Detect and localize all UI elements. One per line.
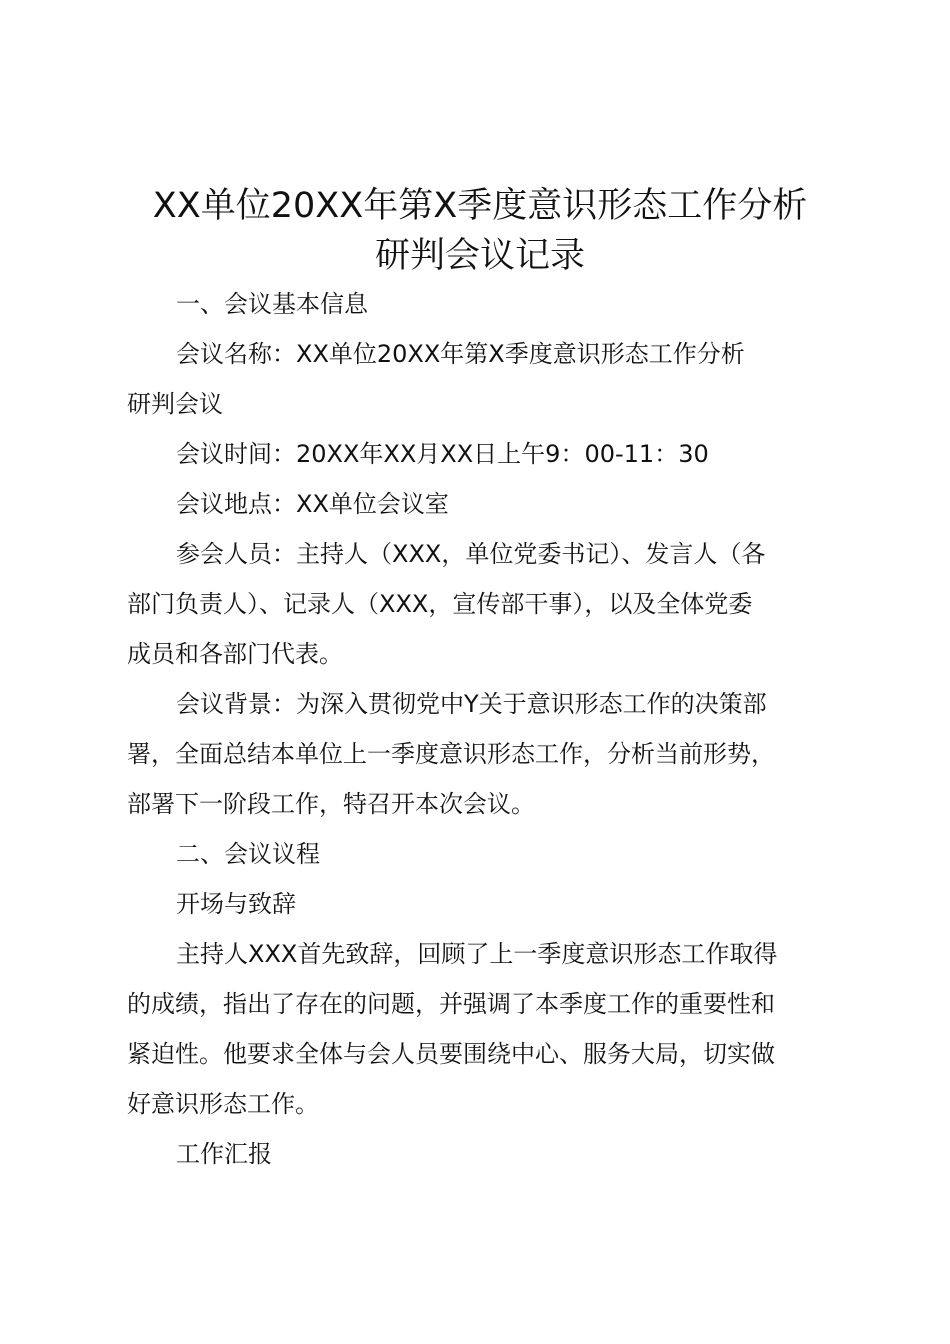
paragraph-line: 的成绩，指出了存在的问题，并强调了本季度工作的重要性和 (127, 990, 775, 1018)
section-heading-agenda: 二、会议议程 (176, 840, 320, 868)
subheading-opening: 开场与致辞 (176, 890, 296, 918)
section-heading-basic-info: 一、会议基本信息 (176, 290, 368, 318)
paragraph-line: 会议地点：XX单位会议室 (176, 490, 449, 518)
paragraph-line: 成员和各部门代表。 (127, 640, 343, 668)
paragraph-line: 署，全面总结本单位上一季度意识形态工作，分析当前形势， (127, 740, 775, 768)
paragraph-line: 会议时间：20XX年XX月XX日上午9：00-11：30 (176, 440, 709, 468)
paragraph-line: 紧迫性。他要求全体与会人员要围绕中心、服务大局，切实做 (127, 1040, 775, 1068)
paragraph-line: 主持人XXX首先致辞，回顾了上一季度意识形态工作取得 (176, 940, 778, 968)
paragraph-line: 会议背景：为深入贯彻党中Y关于意识形态工作的决策部 (176, 690, 767, 718)
document-title-line2: 研判会议记录 (374, 236, 585, 276)
paragraph-line: 会议名称：XX单位20XX年第X季度意识形态工作分析 (176, 340, 745, 368)
paragraph-line: 部署下一阶段工作，特召开本次会议。 (127, 790, 535, 818)
paragraph-line: 部门负责人）、记录人（XXX，宣传部干事），以及全体党委 (127, 590, 753, 618)
paragraph-line: 好意识形态工作。 (127, 1090, 319, 1118)
subheading-work-report: 工作汇报 (176, 1140, 272, 1168)
paragraph-line: 参会人员：主持人（XXX，单位党委书记）、发言人（各 (176, 540, 766, 568)
paragraph-line: 研判会议 (127, 390, 223, 418)
document-title-line1: XX单位20XX年第X季度意识形态工作分析 (152, 186, 808, 226)
